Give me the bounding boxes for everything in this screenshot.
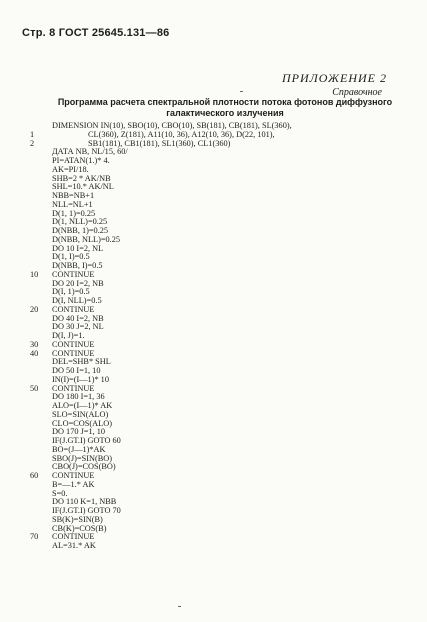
code-statement: IF(J.GT.I) GOTO 60 xyxy=(52,436,121,445)
code-statement: SLO=SIN(ALO) xyxy=(52,409,109,419)
code-statement: CB(K)=COS(B) xyxy=(52,523,107,533)
code-statement: DO 170 J=1, 10 xyxy=(52,427,106,437)
appendix-title: ПРИЛОЖЕНИЕ 2 xyxy=(282,71,387,85)
code-statement: BO=(J—1)*AK xyxy=(52,444,106,454)
code-statement: DIMENSION IN(10), SBO(10), CBO(10), SB(181), CB(181), SL(360), xyxy=(52,121,292,130)
code-statement: DO 40 I=2, NB xyxy=(52,313,104,323)
code-statement: D(I, 1)=0.5 xyxy=(52,287,90,297)
code-statement: D(I, J)=1. xyxy=(52,331,85,340)
code-statement: SB(K)=SIN(B) xyxy=(52,514,103,524)
appendix-subtitle: Справочное xyxy=(332,87,382,98)
code-statement: D(NBB, NLL)=0.25 xyxy=(52,234,121,244)
code-statement: D(1, NLL)=0.25 xyxy=(52,217,108,227)
code-statement: CONTINUE xyxy=(52,532,95,542)
code-statement: D(1, 1)=0.25 xyxy=(52,208,96,218)
code-statement: ДАТА NB, NL/15, 60/ xyxy=(52,147,128,157)
line-label: 10 xyxy=(30,269,39,279)
document-title-line: Программа расчета спектральной плотности потока фотонов диффузного xyxy=(57,97,393,107)
line-label: 50 xyxy=(30,383,39,393)
code-statement: S=0. xyxy=(52,488,68,498)
scan-mark xyxy=(178,606,181,607)
code-statement: CONTINUE xyxy=(52,339,95,349)
code-statement: AL=31.* AK xyxy=(52,541,96,550)
code-statement: DO 180 I=1, 36 xyxy=(52,392,105,402)
code-statement: IF(J.GT.I) GOTO 70 xyxy=(52,506,121,515)
code-statement: CONTINUE xyxy=(52,304,95,314)
code-statement: NBB=NB+1 xyxy=(52,191,95,200)
code-statement: DO 110 K=1, NBB xyxy=(52,497,117,507)
code-statement: SBO(J)=SIN(BO) xyxy=(52,453,112,463)
code-statement: CONTINUE xyxy=(52,471,95,480)
line-label: 1 xyxy=(30,129,35,139)
code-statement: B=—1.* AK xyxy=(52,479,95,489)
document-title-line: галактического излучения xyxy=(166,108,284,118)
line-label: 70 xyxy=(30,532,39,542)
line-label: 2 xyxy=(30,138,35,148)
scan-mark xyxy=(240,91,243,92)
code-statement: PI=ATAN(1.)* 4. xyxy=(52,156,110,165)
code-statement: DO 50 I=1, 10 xyxy=(52,366,101,375)
code-statement: D(NBB, I)=0.5 xyxy=(52,261,103,270)
line-label: 30 xyxy=(30,339,39,349)
code-statement: D(1, I)=0.5 xyxy=(52,252,90,262)
code-statement: CONTINUE xyxy=(52,383,95,393)
code-statement: SB1(181), CB1(181), SL1(360), CL1(360) xyxy=(88,138,231,148)
code-statement: DO 30 J=2, NL xyxy=(52,322,104,332)
page-header: Стр. 8 ГОСТ 25645.131—86 xyxy=(22,27,170,39)
code-statement: D(NBB, 1)=0.25 xyxy=(52,226,109,235)
code-statement: CONTINUE xyxy=(52,269,95,279)
line-label: 40 xyxy=(30,348,39,358)
code-statement: SHB=2 * AK/NB xyxy=(52,173,111,183)
program-listing xyxy=(0,122,427,551)
code-statement: DO 10 I=2, NL xyxy=(52,243,104,253)
listing-line xyxy=(0,542,427,551)
code-statement: D(I, NLL)=0.5 xyxy=(52,296,102,305)
line-label: 20 xyxy=(30,304,39,314)
code-statement: DO 20 I=2, NB xyxy=(52,278,104,288)
code-statement: ALO=(I—1)* AK xyxy=(52,401,113,410)
line-label: 60 xyxy=(30,471,39,480)
code-statement: NLL=NL+1 xyxy=(52,199,93,209)
code-statement: AK=PI/18. xyxy=(52,164,89,174)
code-statement: DEL=SHB* SHL xyxy=(52,357,111,367)
code-statement: CLO=COS(ALO) xyxy=(52,418,112,428)
code-statement: CONTINUE xyxy=(52,348,95,358)
code-statement: IN(I)=(I—1)* 10 xyxy=(52,374,109,384)
code-statement: SHL=10.* AK/NL xyxy=(52,182,114,192)
document-title xyxy=(40,97,410,119)
code-statement: CBO(J)=COS(BO) xyxy=(52,462,116,472)
code-statement: CL(360), Z(181), A11(10, 36), A12(10, 36), D(22, 101), xyxy=(88,129,275,139)
